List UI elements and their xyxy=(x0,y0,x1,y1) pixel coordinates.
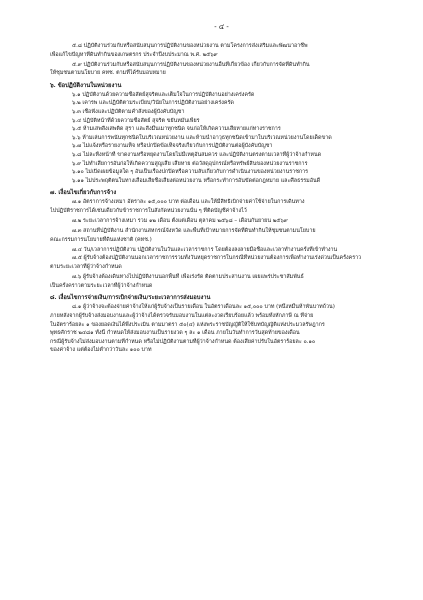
section-7-heading: ๗. เงื่อนไขเกี่ยวกับการจ้าง xyxy=(50,190,117,197)
item-7-5-line-1: ๗.๕ ผู้รับจ้างต้องปฏิบัติงานนอกเวลาราชการรวมทั้งวันหยุดราชการในกรณีที่หน่วยงานต้องการเพื่อทำงานเร่งด่วนเป็นครั้งคราว xyxy=(72,255,362,262)
item-6-11: ๖.๑๑ ไม่ประพฤติตนในทางเสื่อมเสียชื่อเสียงต่อหน่วยงาน หรือกระทำการอันขัดต่อกฎหมาย และศีลธรรมอันดี xyxy=(72,177,321,184)
item-6-1: ๖.๑ ปฏิบัติงานด้วยความซื่อสัตย์สุจริตและเต็มใจในการปฏิบัติงานอย่างเคร่งครัด xyxy=(72,91,255,98)
item-8-1-line-4: พุทธศักราช ๒๔๘๑ ทั้งนี้ กำหนดให้ส่งมอบงานเป็นรายงวด ๆ ละ ๑ เดือน ภายในวันทำการวันสุดท้ายของเดือน xyxy=(50,330,300,337)
item-7-4: ๗.๔ วัน/เวลาการปฏิบัติงาน ปฏิบัติงานในวันและเวลาราชการ โดยต้องลงลายมือชื่อและเวลาทำงานครั้งที่เข้าทำงาน xyxy=(72,246,338,253)
section-7 xyxy=(50,189,393,290)
item-8-1-line-5: กรณีผู้รับจ้างไม่ส่งมอบงานตามที่กำหนด หรือไม่ปฏิบัติงานตามที่ผู้ว่าจ้างกำหนด ต้องเสียค่าปรับในอัตราร้อยละ ๐.๑๐ xyxy=(50,338,316,345)
item-6-9: ๖.๙ ไม่ทำเสียการอันก่อให้เกิดความสูญเสีย เสียหาย ต่อวัสดุอุปกรณ์หรือทรัพย์สินของหน่วยงานราชการ xyxy=(72,160,308,167)
item-7-1-line-2: ไปปฏิบัติราชการได้เช่นเดียวกับข้าราชการในสังกัดหน่วยงานนั้น ๆ ที่ติดบัญชีค่าจ้างไว้ xyxy=(50,208,247,214)
section-8 xyxy=(50,294,393,355)
item-8-1-line-6: ของค่าจ้าง แต่ต้องไม่ต่ำกว่าวันละ ๑๐๐ บาท xyxy=(50,347,152,354)
item-7-6-line-2: เป็นครั้งคราวตามระยะเวลาที่ผู้ว่าจ้างกำหนด xyxy=(50,282,153,289)
item-8-1-line-3: ในอัตราร้อยละ ๑ ของยอดเงินได้พึงประเมิน ตามมาตรา ๕๐(๔) แห่งพระราชบัญญัติให้ใช้บทบัญญัติแห่งประมวลรัษฎากร xyxy=(50,321,325,328)
item-5-8-line-1: ๕.๘ ปฏิบัติงานร่วมกับหรือสนับสนุนการปฏิบัติงานของหน่วยงาน ตามโครงการส่งเสริมและพัฒนาอาชีพ xyxy=(72,43,308,49)
item-6-2: ๖.๒ เคารพ และปฏิบัติตามระเบียบ/วินัยในการปฏิบัติงานอย่างเคร่งครัด xyxy=(72,100,234,107)
item-6-8: ๖.๘ ไม่ละทิ้งหน้าที่ ขาดงานหรือหยุดงานโดยไม่มีเหตุอันสมควร และปฏิบัติงานตรงตามเวลาที่ผู้ว่าจ้างกำหนด xyxy=(72,152,322,159)
item-6-7: ๖.๗ ไม่แจ้งหรือรายงานเท็จ หรือปกปิดข้อเท็จจริงเกี่ยวกับการปฏิบัติงานต่อผู้บังคับบัญชา xyxy=(72,143,273,150)
section-6 xyxy=(50,82,393,186)
page-number: - ๔ - xyxy=(214,23,229,31)
section-8-heading: ๘. เงื่อนไขการจ่ายเงิน/การเบิกจ่ายเงิน/ระยะเวลาการส่งมอบงาน xyxy=(50,295,211,302)
item-7-6-line-1: ๗.๖ ผู้รับจ้างต้องเดินทางไปปฏิบัติงานนอกพื้นที่ เพื่อเร่งรัด ติดตามประสานงาน เผยแพร่ประชาสัมพันธ์ xyxy=(72,274,304,281)
section-5-continued xyxy=(50,42,393,78)
item-6-5: ๖.๕ ห้ามเสพสิ่งเสพติด สุรา และสิ่งมึนเมาทุกชนิด จนก่อให้เกิดความเสียหายแก่ทางราชการ xyxy=(72,126,281,133)
section-6-heading: ๖. ข้อปฏิบัติงานในหน่วยงาน xyxy=(50,82,122,89)
item-7-1-line-1: ๗.๑ อัตราการจ้างเหมา อัตราละ ๑๕,๐๐๐ บาท ต่อเดือน และให้มีสิทธิเบิกจ่ายค่าใช้จ่ายในการเดินทาง xyxy=(72,199,305,206)
item-5-9-line-2: ให้ชุมชนตามนโยบาย คทช. ตามที่ได้รับมอบหมาย xyxy=(50,70,166,77)
item-7-5-line-2: ตามระยะเวลาที่ผู้ว่าจ้างกำหนด xyxy=(50,264,122,271)
item-7-2: ๗.๒ ระยะเวลาการจ้างเหมา รวม ๑๒ เดือน ตั้งแต่เดือน ตุลาคม ๒๕๖๘ – เดือนกันยายน ๒๕๖๙ xyxy=(72,218,288,225)
item-6-6: ๖.๖ ห้ามเล่นการพนันทุกชนิดในบริเวณหน่วยงาน และห้ามนำอาวุธทุกชนิดเข้ามาในบริเวณหน่วยงานโดยเด็ดขาด xyxy=(72,134,332,141)
item-7-3-line-2: คณะกรรมการนโยบายที่ดินแห่งชาติ (คทช.) xyxy=(50,236,152,243)
item-8-1-line-2: ภายหลังจากผู้รับจ้างส่งมอบงานและผู้ว่าจ้างได้ตรวจรับมอบงานในแต่ละงวดเรียบร้อยแล้ว พร้อมทั้งหักภาษี ณ ที่จ่าย xyxy=(50,312,314,319)
item-6-4: ๖.๔ ปฏิบัติหน้าที่ด้วยความซื่อสัตย์ สุจริต ขยันหมั่นเพียร xyxy=(72,117,200,124)
item-6-10: ๖.๑๐ ไม่เปิดเผยข้อมูลใด ๆ อันเป็นเรื่องปกปิดหรือความลับเกี่ยวกับการดำเนินงานของหน่วยงานราชการ xyxy=(72,169,309,176)
item-5-9-line-1: ๕.๙ ปฏิบัติงานร่วมกับหรือสนับสนุนการปฏิบัติงานของหน่วยงานอื่นที่เกี่ยวข้อง เกี่ยวกับการจัดที่ดินทำกิน xyxy=(72,61,310,68)
item-5-8-line-2: เพื่อแก้ไขปัญหาที่ดินทำกินของเกษตรกร ประจำปีงบประมาณ พ.ศ. ๒๕๖๙ xyxy=(50,51,218,58)
item-6-3: ๖.๓ เชื่อฟังและปฏิบัติตามคำสั่งของผู้บังคับบัญชา xyxy=(72,109,185,116)
item-7-3-line-1: ๗.๓ สถานที่ปฏิบัติงาน สำนักงานสหกรณ์จังหวัด และพื้นที่เป้าหมายการจัดที่ดินทำกินให้ชุมชนตามนโยบาย xyxy=(72,228,316,235)
item-8-1-line-1: ๘.๑ ผู้ว่าจ้างจะต้องจ่ายค่าจ้างให้แก่ผู้รับจ้างเป็นรายเดือน ในอัตราเดือนละ ๑๕,๐๐๐ บาท (หนึ่งหมื่นห้าพันบาทถ้วน) xyxy=(72,304,335,311)
